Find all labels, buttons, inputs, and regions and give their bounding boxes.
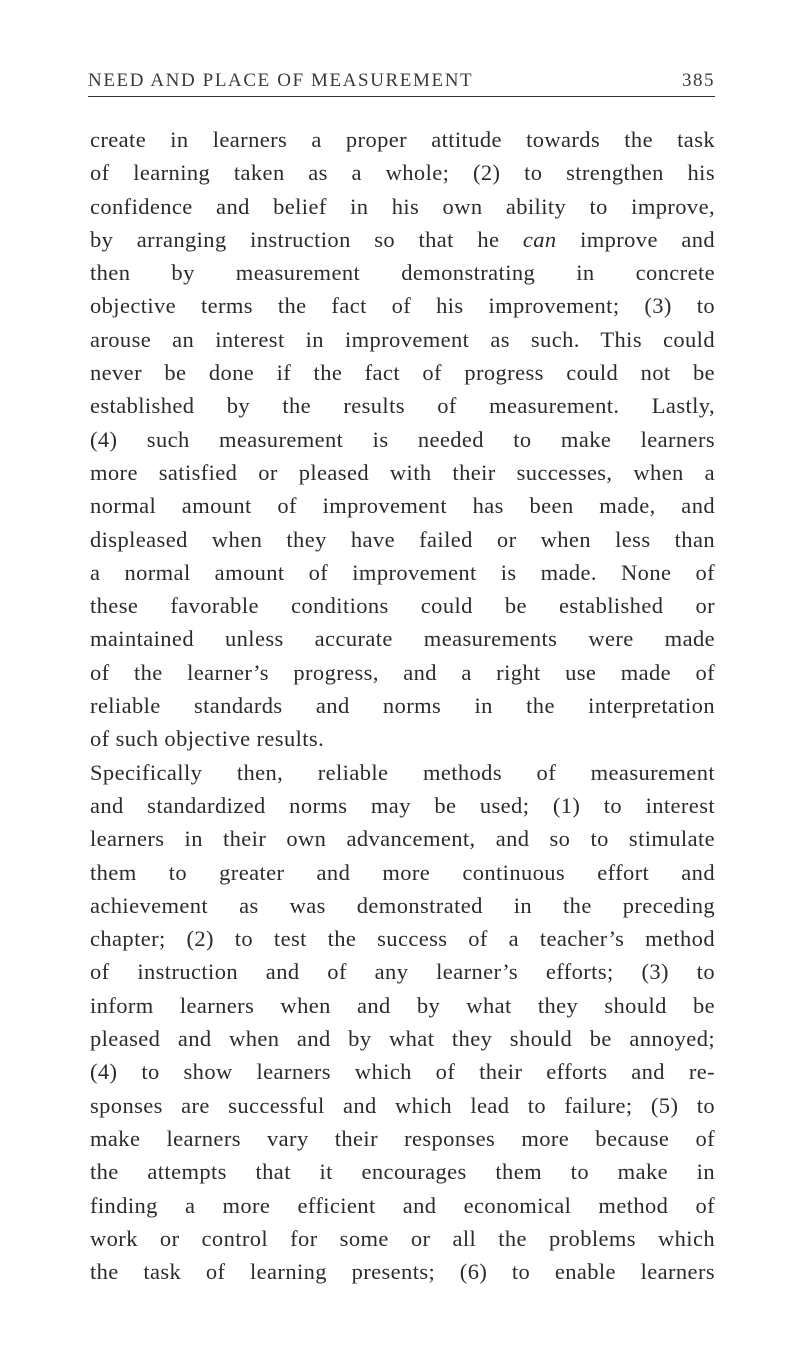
text-line: the task of learning presents; (6) to enable learners [90,1259,715,1285]
text-line: finding a more efficient and economical method of [90,1192,715,1218]
text-line: Specifically then, reliable methods of measurement [90,759,715,785]
chapter-title: NEED AND PLACE OF MEASUREMENT [88,70,474,91]
text-line-with-emphasis [90,223,715,256]
running-head [88,70,715,97]
text-line: reliable standards and norms in the interpretation [90,693,715,719]
body-text [90,123,715,1288]
paragraph-2 [90,756,715,1289]
text-line: then by measurement demonstrating in concrete [90,260,715,286]
text-segment: improve and [580,226,716,252]
text-line: and standardized norms may be used; (1) to interest [90,792,715,818]
text-line: of instruction and of any learner’s efforts; (3) to [90,959,715,985]
text-line: the attempts that it encourages them to make in [90,1159,715,1185]
text-line: normal amount of improvement has been made, and [90,493,715,519]
text-line: a normal amount of improvement is made. None of [90,559,715,585]
text-line: make learners vary their responses more because of [90,1125,715,1151]
text-line: more satisfied or pleased with their successes, when a [90,459,715,485]
page-number: 385 [682,70,715,91]
text-line: learners in their own advancement, and so to stimulate [90,826,715,852]
text-line: confidence and belief in his own ability to improve, [90,193,715,219]
paragraph-1 [90,123,715,756]
text-line: inform learners when and by what they should be [90,992,715,1018]
text-line: of learning taken as a whole; (2) to strengthen his [90,160,715,186]
text-line: pleased and when and by what they should be annoyed; [90,1026,715,1052]
text-line: chapter; (2) to test the success of a teacher’s method [90,926,715,952]
text-line: arouse an interest in improvement as such. This could [90,326,715,352]
text-line: work or control for some or all the problems which [90,1225,715,1251]
text-line: never be done if the fact of progress could not be [90,360,715,386]
text-line: established by the results of measurement. Lastly, [90,393,715,419]
text-line: of the learner’s progress, and a right use made of [90,659,715,685]
text-line: them to greater and more continuous effort and [90,859,715,885]
text-line: displeased when they have failed or when less than [90,526,715,552]
text-line: achievement as was demonstrated in the preceding [90,892,715,918]
book-page [90,70,715,1288]
text-line: objective terms the fact of his improvement; (3) to [90,293,715,319]
text-segment: by arranging instruction so that he [90,226,500,252]
text-line: sponses are successful and which lead to failure; (5) to [90,1092,715,1118]
emphasized-word: can [522,226,557,252]
text-line: of such objective results. [90,726,325,752]
text-line: create in learners a proper attitude towards the task [90,127,715,152]
text-line: maintained unless accurate measurements were made [90,626,715,652]
text-line: these favorable conditions could be established or [90,593,715,619]
text-line: (4) such measurement is needed to make learners [90,426,715,452]
text-line: (4) to show learners which of their efforts and re- [90,1059,715,1085]
